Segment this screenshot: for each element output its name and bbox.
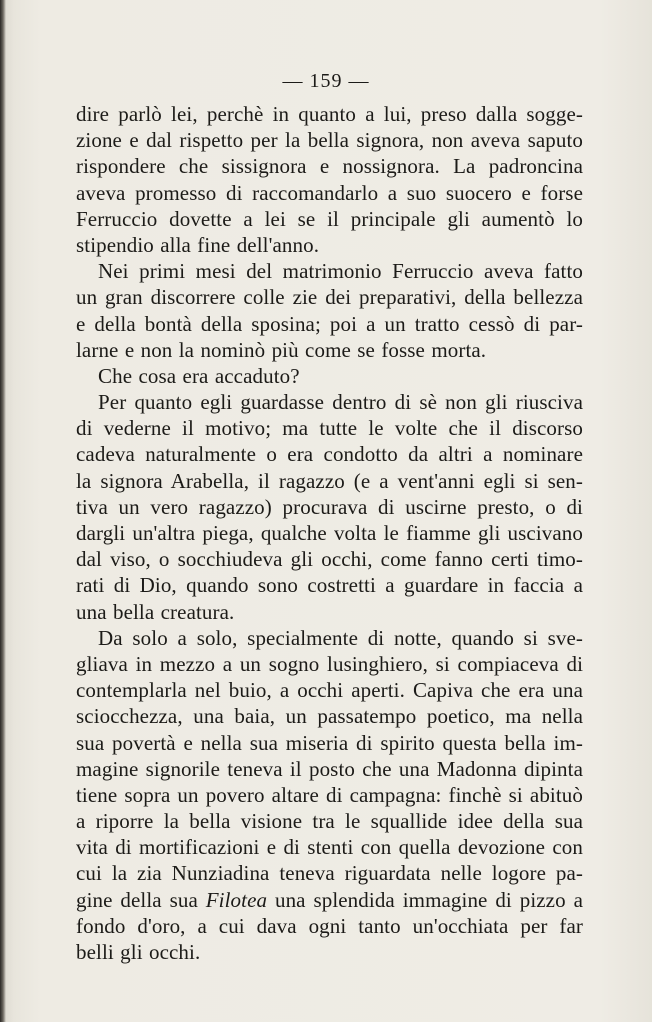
text-fragment: gine della sua xyxy=(76,887,206,912)
paragraph-1 xyxy=(76,101,583,258)
text-line: vita di mortificazioni e di stenti con quella devozione con xyxy=(76,835,583,860)
text-line: a riporre la bella visione tra le squallide idee della sua xyxy=(76,809,583,834)
text-line: gliava in mezzo a un sogno lusinghiero, si compiaceva di xyxy=(76,651,583,676)
text-fragment: una splendida immagine di pizzo a xyxy=(267,887,583,912)
text-line: rati di Dio, quando sono costretti a guardare in faccia a xyxy=(76,573,583,598)
text-line: un gran discorrere colle zie dei preparativi, della bellezza xyxy=(76,285,583,310)
paragraph-3 xyxy=(76,363,583,389)
text-line: tiene sopra un povero altare di campagna: finchè si abituò xyxy=(76,782,583,807)
text-line: di vederne il motivo; ma tutte le volte che il discorso xyxy=(76,416,583,441)
text-line: dire parlò lei, perchè in quanto a lui, preso dalla sogge- xyxy=(76,102,583,126)
text-line: larne e non la nominò più come se fosse morta. xyxy=(76,337,487,362)
paragraph-4 xyxy=(76,389,583,625)
text-line: magine signorile teneva il posto che una Madonna dipinta xyxy=(76,756,583,781)
text-line: e della bontà della sposina; poi a un tratto cessò di par- xyxy=(76,311,583,336)
text-line: dargli un'altra piega, qualche volta le fiamme gli uscivano xyxy=(76,521,583,545)
text-line-with-title xyxy=(76,887,583,913)
text-line: Ferruccio dovette a lei se il principale gli aumentò lo xyxy=(76,206,583,231)
binding-edge xyxy=(0,0,6,1022)
text-line: tiva un vero ragazzo) procurava di uscirne presto, o di xyxy=(76,494,583,519)
text-line: rispondere che sissignora e nossignora. La padroncina xyxy=(76,154,583,179)
page-number: — 159 — xyxy=(282,70,370,92)
text-line: cui la zia Nunziadina teneva riguardata nelle logore pa- xyxy=(76,861,583,886)
text-line: zione e dal rispetto per la bella signora, non aveva saputo xyxy=(76,128,583,153)
text-line: Per quanto egli guardasse dentro di sè non gli riusciva xyxy=(98,390,583,415)
text-line: aveva promesso di raccomandarlo a suo suocero e forse xyxy=(76,180,583,205)
text-line: stipendio alla fine dell'anno. xyxy=(76,232,320,257)
text-line: contemplarla nel buio, a occhi aperti. Capiva che era una xyxy=(76,678,583,703)
book-title: Filotea xyxy=(205,887,268,912)
text-line: sciocchezza, una baia, un passatempo poetico, ma nella xyxy=(76,704,583,729)
text-line: Che cosa era accaduto? xyxy=(98,363,300,388)
paragraph-2 xyxy=(76,258,583,363)
text-line: belli gli occhi. xyxy=(76,940,201,964)
text-line: Da solo a solo, specialmente di notte, quando si sve- xyxy=(98,625,583,650)
text-line: una bella creatura. xyxy=(76,599,235,624)
text-line: fondo d'oro, a cui dava ogni tanto un'occhiata per far xyxy=(76,913,583,938)
text-line: dal viso, o socchiudeva gli occhi, come fanno certi timo- xyxy=(76,547,583,572)
text-line: cadeva naturalmente o era condotto da altri a nominare xyxy=(76,442,583,467)
body-text xyxy=(76,101,583,965)
text-line: la signora Arabella, il ragazzo (e a vent'anni egli si sen- xyxy=(76,468,583,493)
paragraph-5 xyxy=(76,625,583,965)
text-line: sua povertà e nella sua miseria di spirito questa bella im- xyxy=(76,730,583,755)
text-line: Nei primi mesi del matrimonio Ferruccio aveva fatto xyxy=(98,259,583,284)
